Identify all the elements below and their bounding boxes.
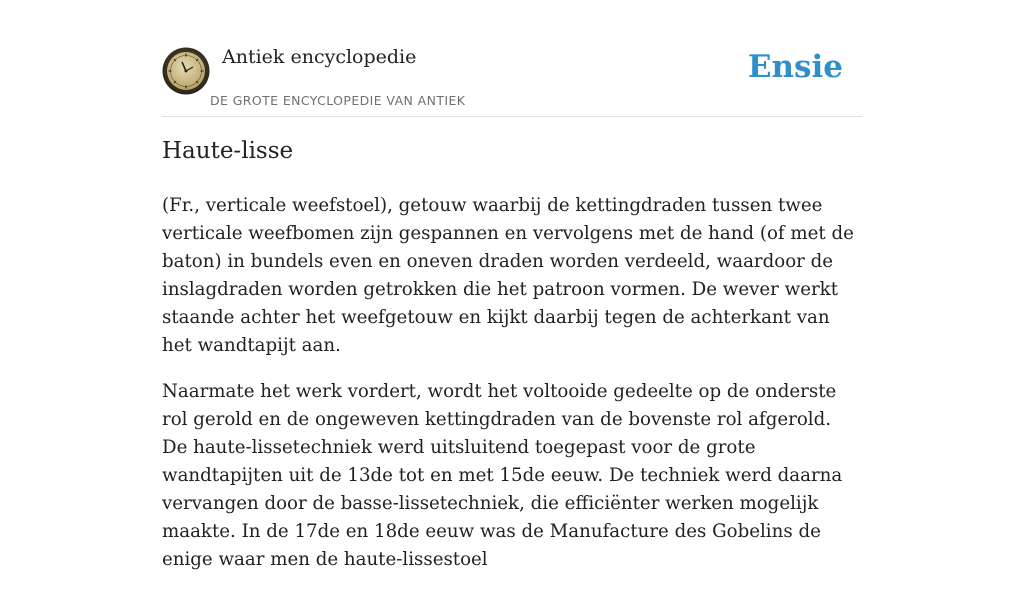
article-paragraph: (Fr., verticale weefstoel), getouw waarbij de kettingdraden tussen twee verticale weefbomen zijn gespannen en vervolgens met de hand (of met de baton) in bundels even en oneven draden worden verdeeld, waardoor de inslagdraden worden getrokken die het patroon vormen. De wever werkt staande achter het weefgetouw en kijkt daarbij tegen de achterkant van het wandtapijt aan. [162, 195, 854, 356]
article-paragraph: Naarmate het werk vordert, wordt het voltooide gedeelte op de onderste rol gerold en de ongeweven kettingdraden van de bovenste rol afgerold. De haute-lissetechniek werd uitsluitend toegepast voor de grote wandtapijten uit de 13de tot en met 15de eeuw. De techniek werd daarna vervangen door de basse-lissetechniek, die efficiënter werken mogelijk maakte. In de 17de en 18de eeuw was de Manufacture des Gobelins de enige waar men de haute-lissestoel [162, 381, 843, 570]
antique-clock-icon[interactable] [162, 47, 210, 95]
site-header [162, 0, 862, 117]
site-subtitle: DE GROTE ENCYCLOPEDIE VAN ANTIEK [210, 93, 466, 108]
site-title[interactable]: Antiek encyclopedie [222, 46, 417, 68]
page-title: Haute-lisse [162, 138, 294, 164]
brand-logo-link[interactable]: Ensie [747, 49, 843, 85]
article-body [162, 192, 862, 592]
